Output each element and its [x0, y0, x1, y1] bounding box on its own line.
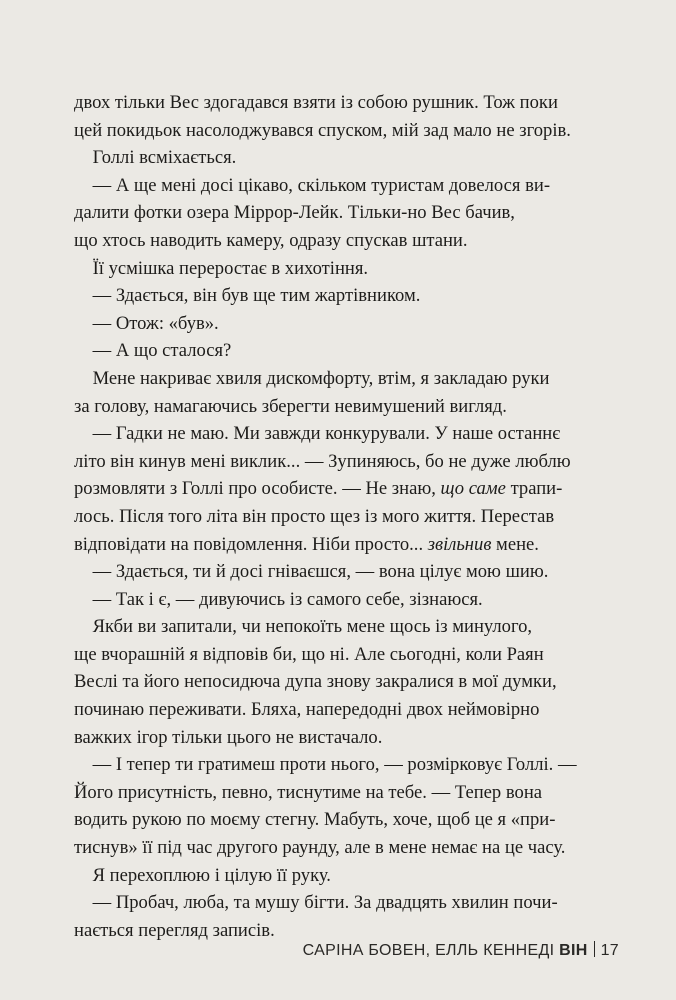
text-line: — Пробач, люба, та мушу бігти. За двадцять хвилин почи- — [74, 892, 558, 914]
text-line: Мене накриває хвиля дискомфорту, втім, я закладаю руки — [74, 367, 550, 389]
footer-authors: САРІНА БОВЕН, ЕЛЛЬ КЕННЕДІ — [302, 942, 555, 959]
footer-separator — [594, 941, 595, 957]
text-line: розмовляти з Голлі про особисте. — Не знаю, що саме трапи- — [74, 478, 563, 500]
text-line: починаю переживати. Бляха, напередодні двох неймовірно — [74, 699, 540, 721]
text-line: Я перехоплюю і цілую її руку. — [74, 864, 331, 886]
text-line: Якби ви запитали, чи непокоїть мене щось із минулого, — [74, 616, 533, 638]
text-line: ще вчорашній я відповів би, що ні. Але сьогодні, коли Раян — [74, 643, 544, 665]
text-line: важких ігор тільки цього не вистачало. — [74, 726, 383, 748]
footer-book-title: ВІН — [559, 942, 588, 959]
text-line: — Отож: «був». — [74, 312, 219, 334]
page-number: 17 — [600, 942, 619, 959]
text-line: двох тільки Вес здогадався взяти із собою рушник. Тож поки — [74, 92, 558, 113]
text-line: тиснув» її під час другого раунду, але в мене немає на це часу. — [74, 837, 566, 859]
text-line: — А що сталося? — [74, 340, 232, 362]
text-line: Її усмішка переростає в хихотіння. — [74, 257, 369, 279]
text-line: що хтось наводить камеру, одразу спускав штани. — [74, 229, 468, 251]
text-line: водить рукою по моєму стегну. Мабуть, хоче, щоб це я «при- — [74, 809, 556, 831]
text-line: нається перегляд записів. — [74, 919, 275, 941]
text-line: далити фотки озера Міррор-Лейк. Тільки-но Вес бачив, — [74, 202, 515, 224]
text-line: — Гадки не маю. Ми завжди конкурували. У наше останнє — [74, 423, 561, 445]
running-footer — [0, 941, 619, 960]
text-line: — Так і є, — дивуючись із самого себе, зізнаюся. — [74, 588, 483, 610]
text-line: — Здається, ти й досі гніваєшся, — вона цілує мою шию. — [74, 561, 549, 583]
text-line: літо він кинув мені виклик... — Зупиняюсь, бо не дуже люблю — [74, 450, 571, 472]
text-line: Веслі та його непосидюча дупа знову закралися в мої думки, — [74, 671, 557, 693]
text-line: лось. Після того літа він просто щез із мого життя. Перестав — [74, 505, 555, 527]
text-line: цей покидьок насолоджувався спуском, мій зад мало не згорів. — [74, 119, 571, 141]
text-line: відповідати на повідомлення. Ніби просто... звільнив мене. — [74, 533, 539, 555]
text-line: — І тепер ти гратимеш проти нього, — розмірковує Голлі. — — [74, 754, 577, 776]
text-line: Голлі всміхається. — [74, 147, 237, 169]
body-text — [74, 89, 578, 944]
text-line: за голову, намагаючись зберегти невимушений вигляд. — [74, 395, 507, 417]
text-line: — А ще мені досі цікаво, скільком туристам довелося ви- — [74, 174, 551, 196]
text-line: Його присутність, певно, тиснутиме на тебе. — Тепер вона — [74, 781, 543, 803]
text-line: — Здається, він був ще тим жартівником. — [74, 285, 421, 307]
